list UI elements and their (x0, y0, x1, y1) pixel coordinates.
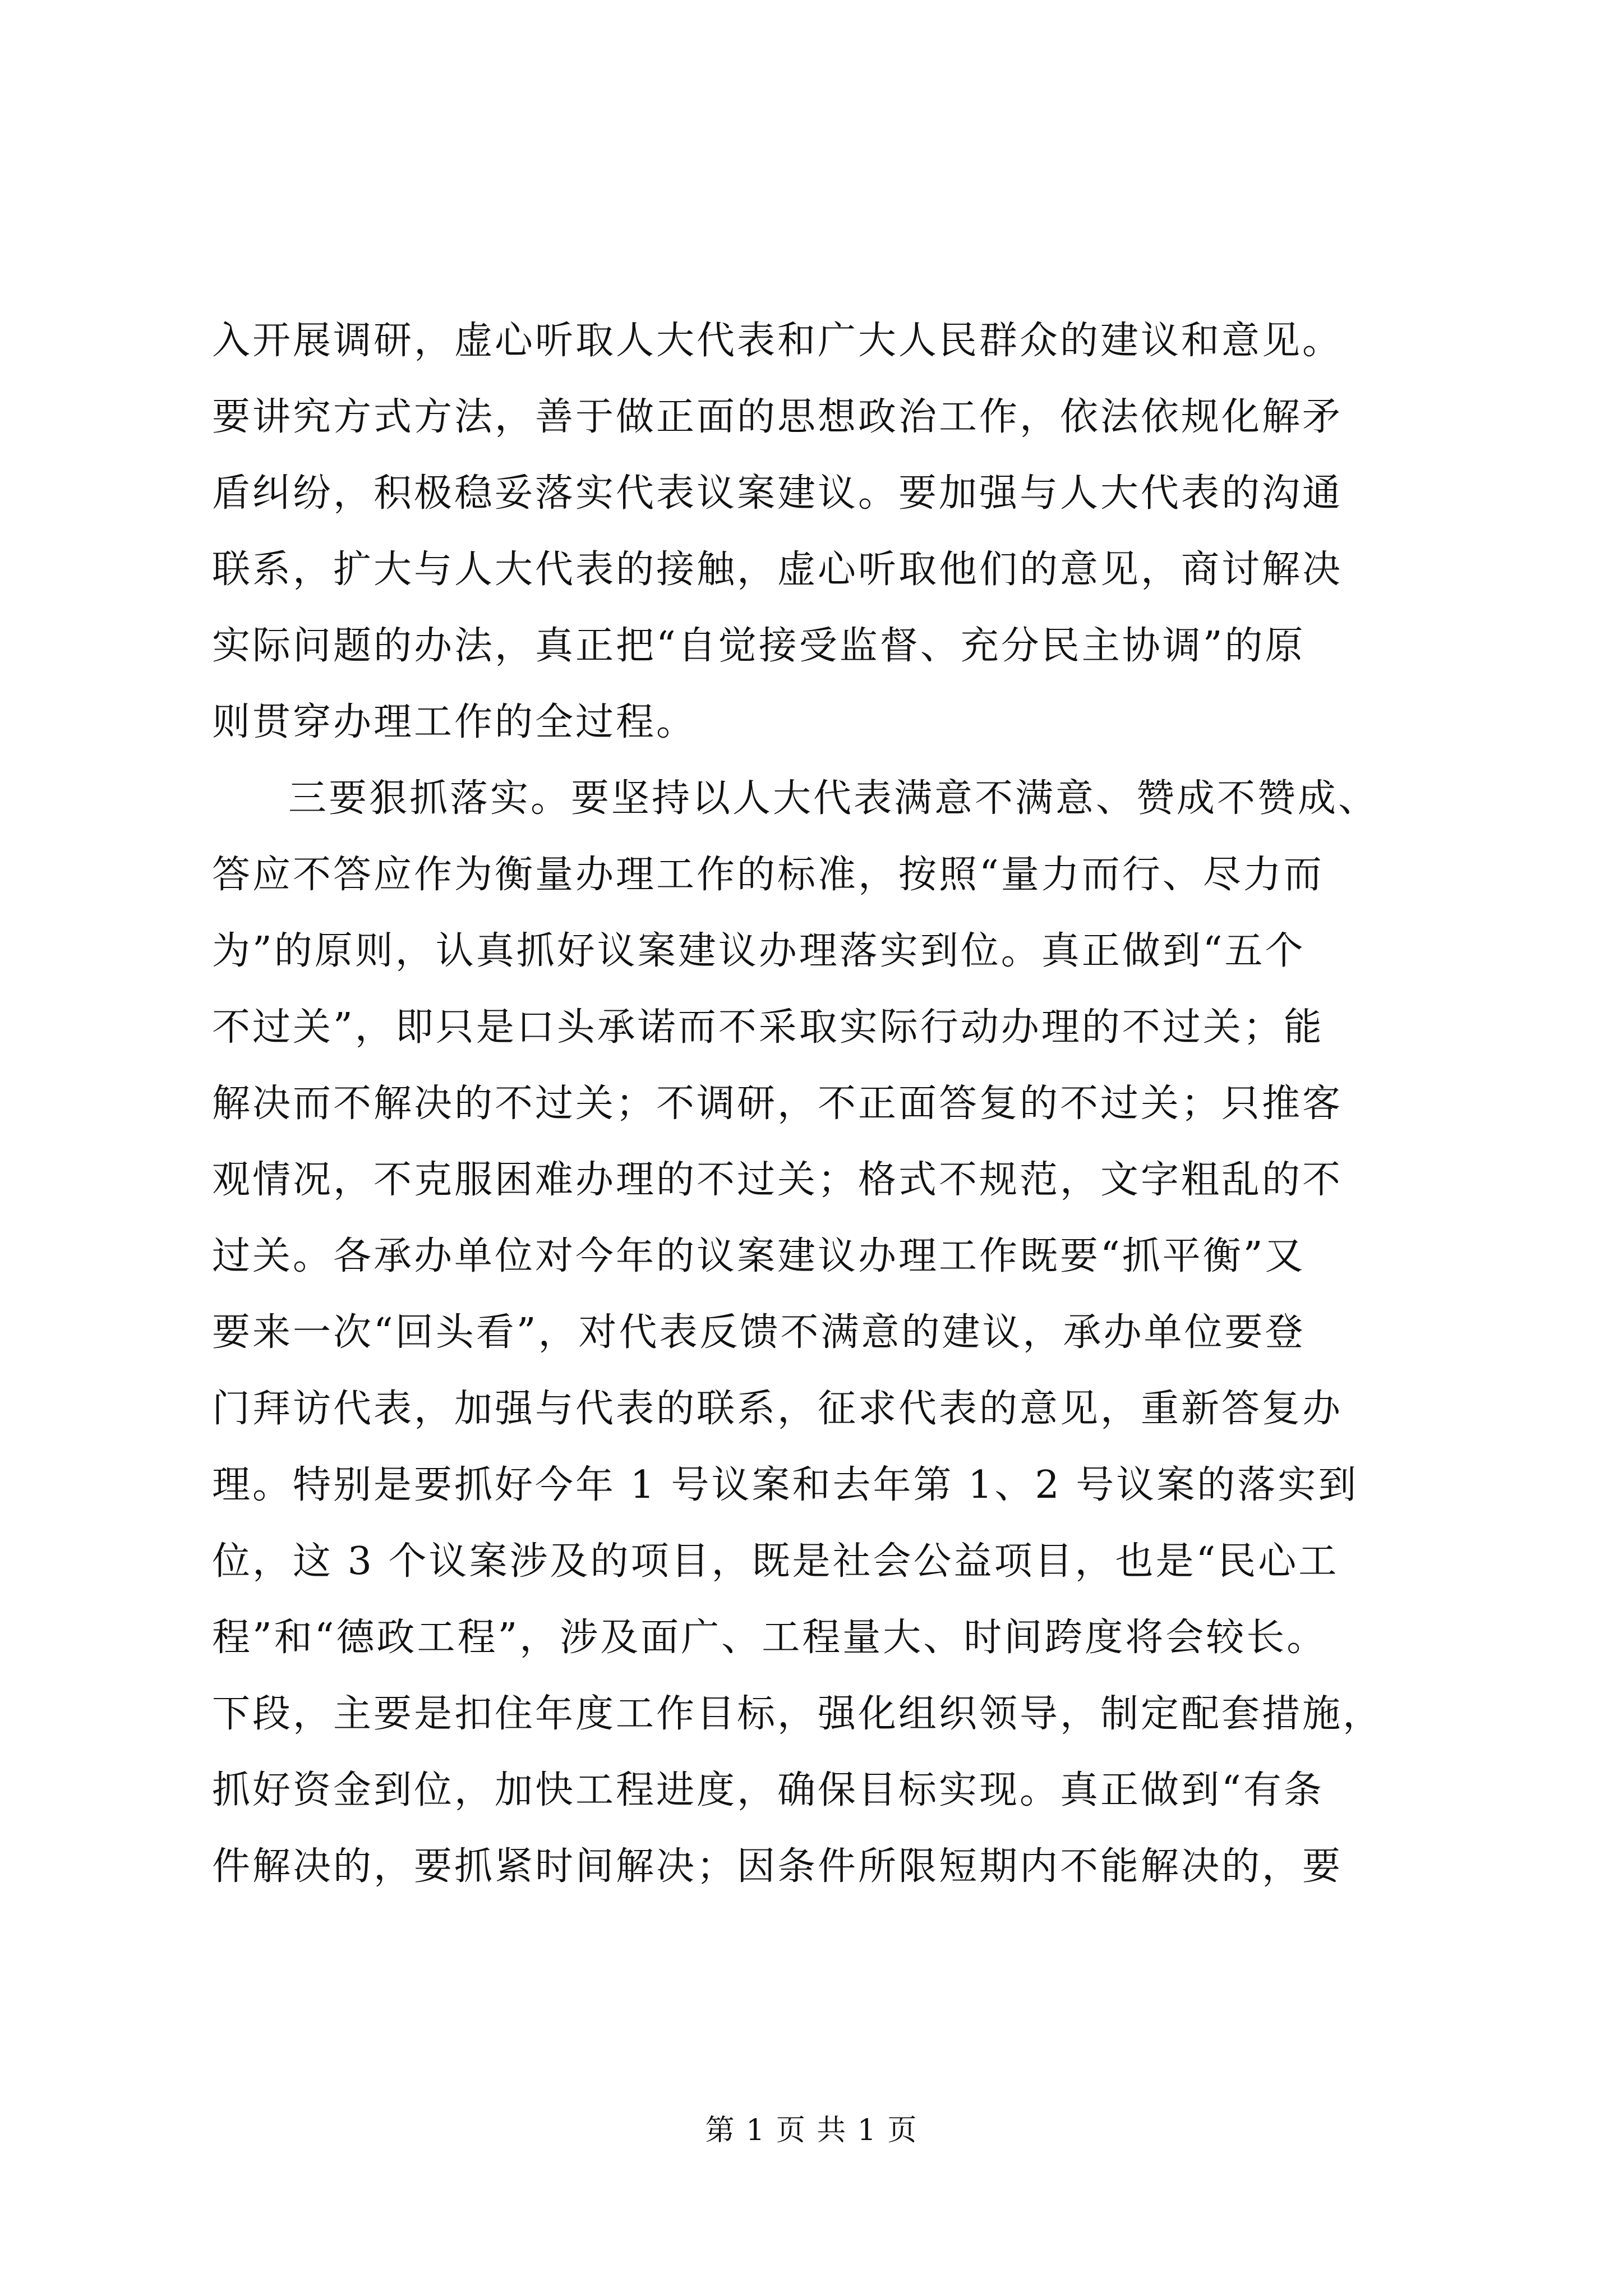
text-line: 位，这 3 个议案涉及的项目，既是社会公益项目，也是“民心工 (212, 1539, 1339, 1584)
text-line: 下段，主要是扣住年度工作目标，强化组织领导，制定配套措施， (212, 1692, 1384, 1736)
text-line: 则贯穿办理工作的全过程。 (212, 700, 697, 744)
page-number: 第 1 页 共 1 页 (705, 2114, 918, 2147)
text-line: 理。特别是要抓好今年 1 号议案和去年第 1、2 号议案的落实到 (212, 1463, 1359, 1507)
page-footer (0, 2106, 1623, 2148)
text-line: 实际问题的办法，真正把“自觉接受监督、充分民主协调”的原 (212, 624, 1306, 668)
text-line: 为”的原则，认真抓好议案建议办理落实到位。真正做到“五个 (212, 929, 1306, 973)
text-line: 过关。各承办单位对今年的议案建议办理工作既要“抓平衡”又 (212, 1234, 1306, 1278)
text-line: 件解决的，要抓紧时间解决；因条件所限短期内不能解决的，要 (212, 1844, 1343, 1889)
text-line: 门拜访代表，加强与代表的联系，征求代表的意见，重新答复办 (212, 1387, 1343, 1431)
text-line: 答应不答应作为衡量办理工作的标准，按照“量力而行、尽力而 (212, 853, 1324, 897)
text-line: 观情况，不克服困难办理的不过关；格式不规范，文字粗乱的不 (212, 1158, 1343, 1202)
text-line-indented: 三要狠抓落实。要坚持以人大代表满意不满意、赞成不赞成、 (288, 776, 1379, 821)
text-line: 抓好资金到位，加快工程进度，确保目标实现。真正做到“有条 (212, 1768, 1324, 1812)
text-line: 不过关”，即只是口头承诺而不采取实际行动办理的不过关；能 (212, 1005, 1324, 1050)
text-line: 要来一次“回头看”，对代表反馈不满意的建议，承办单位要登 (212, 1310, 1306, 1355)
text-line: 要讲究方式方法，善于做正面的思想政治工作，依法依规化解矛 (212, 395, 1343, 439)
text-line: 盾纠纷，积极稳妥落实代表议案建议。要加强与人大代表的沟通 (212, 471, 1343, 516)
text-line: 入开展调研，虚心听取人大代表和广大人民群众的建议和意见。 (212, 319, 1343, 363)
text-line: 联系，扩大与人大代表的接触，虚心听取他们的意见，商讨解决 (212, 547, 1343, 592)
text-line: 解决而不解决的不过关；不调研，不正面答复的不过关；只推客 (212, 1082, 1343, 1126)
text-line: 程”和“德政工程”，涉及面广、工程量大、时间跨度将会较长。 (212, 1616, 1327, 1660)
body-text (212, 303, 1435, 1905)
